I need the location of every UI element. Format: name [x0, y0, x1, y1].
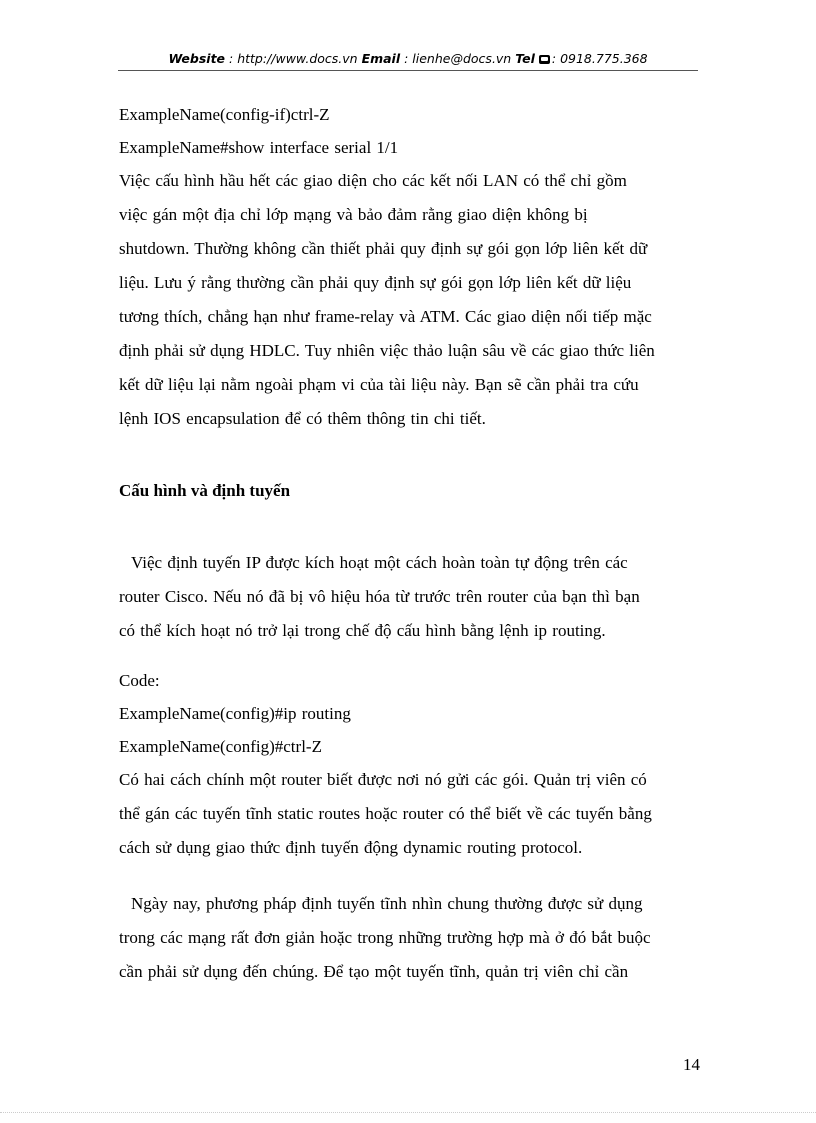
header-divider — [118, 70, 698, 71]
footer-divider — [0, 1112, 816, 1113]
paragraph-routing-methods — [119, 763, 699, 865]
text-line: Ngày nay, phương pháp định tuyến tĩnh nhìn chung thường được sử dụng — [131, 894, 643, 913]
code-line: ExampleName(config-if)ctrl-Z — [119, 105, 330, 124]
code-block — [119, 664, 699, 763]
text-line: cần phải sử dụng đến chúng. Để tạo một tuyến tĩnh, quản trị viên chỉ cần — [119, 962, 629, 981]
text-line: lệnh IOS encapsulation để có thêm thông tin chi tiết. — [119, 409, 486, 428]
tel-label: Tel — [515, 51, 535, 66]
paragraph-interfaces — [119, 164, 699, 436]
text-line: định phải sử dụng HDLC. Tuy nhiên việc thảo luận sâu về các giao thức liên — [119, 341, 655, 360]
email-label: Email — [361, 51, 401, 66]
email-address: : lienhe@docs.vn — [400, 51, 516, 66]
text-line: router Cisco. Nếu nó đã bị vô hiệu hóa từ trước trên router của bạn thì bạn — [119, 587, 640, 606]
text-line: kết dữ liệu lại nằm ngoài phạm vi của tài liệu này. Bạn sẽ cần phải tra cứu — [119, 375, 639, 394]
code-line: ExampleName(config)#ctrl-Z — [119, 737, 322, 756]
text-line: Có hai cách chính một router biết được nơi nó gửi các gói. Quản trị viên có — [119, 770, 647, 789]
page-number: 14 — [683, 1055, 700, 1074]
text-line: cách sử dụng giao thức định tuyến động dynamic routing protocol. — [119, 838, 583, 857]
website-label: Website — [168, 51, 226, 66]
text-line: việc gán một địa chỉ lớp mạng và bảo đảm rằng giao diện không bị — [119, 205, 588, 224]
page-content — [119, 98, 699, 989]
text-line: Việc định tuyến IP được kích hoạt một cách hoàn toàn tự động trên các — [131, 553, 628, 572]
text-line: có thể kích hoạt nó trở lại trong chế độ cấu hình bằng lệnh ip routing. — [119, 621, 606, 640]
code-label: Code: — [119, 671, 160, 690]
paragraph-ip-routing — [119, 546, 699, 648]
website-url: : http://www.docs.vn — [225, 51, 362, 66]
text-line: liệu. Lưu ý rằng thường cần phải quy định sự gói gọn lớp liên kết dữ liệu — [119, 273, 632, 292]
text-line: Việc cấu hình hầu hết các giao diện cho các kết nối LAN có thể chỉ gồm — [119, 171, 627, 190]
phone-icon — [539, 55, 550, 64]
text-line: thể gán các tuyến tĩnh static routes hoặc router có thể biết về các tuyến bằng — [119, 804, 652, 823]
page-header — [118, 48, 698, 70]
code-line: ExampleName(config)#ip routing — [119, 704, 351, 723]
text-line: shutdown. Thường không cần thiết phải quy định sự gói gọn lớp liên kết dữ — [119, 239, 648, 258]
code-line: ExampleName#show interface serial 1/1 — [119, 138, 399, 157]
text-line: trong các mạng rất đơn giản hoặc trong những trường hợp mà ở đó bắt buộc — [119, 928, 651, 947]
tel-number: : 0918.775.368 — [551, 51, 648, 66]
text-line: tương thích, chẳng hạn như frame-relay và ATM. Các giao diện nối tiếp mặc — [119, 307, 652, 326]
paragraph-static-routing — [119, 887, 699, 989]
section-heading: Cấu hình và định tuyến — [119, 481, 291, 500]
